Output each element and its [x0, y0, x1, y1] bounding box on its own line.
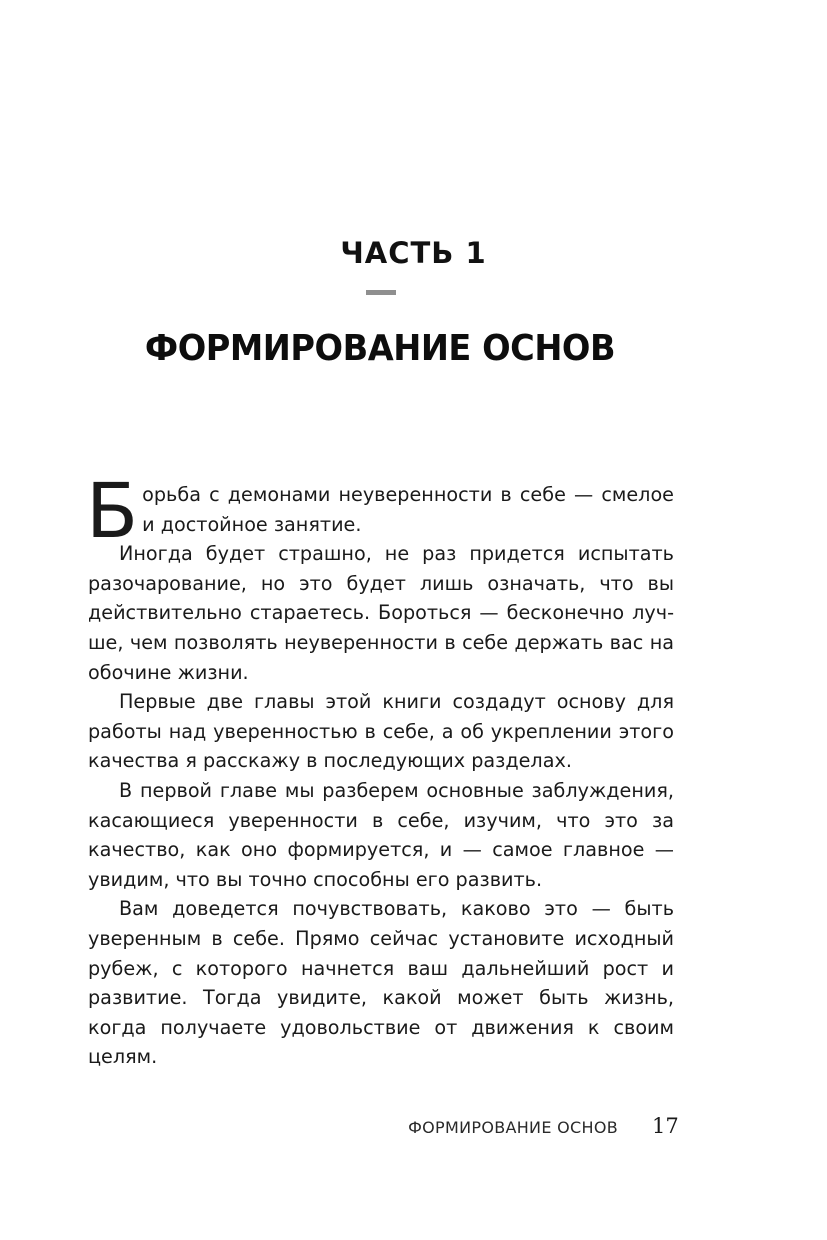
body-text	[86, 466, 674, 1072]
paragraph-2: Иногда будет страшно, не раз придется испытать разочарование, но это будет лишь означать, что вы действительно стараетесь. Бороться — бесконечно лучше, чем позволять неуверенности в себе держать вас на обочине жизни.	[88, 542, 674, 684]
paragraph-1-text: орьба с демонами неуверенности в себе — смелое и достойное занятие.	[142, 483, 674, 536]
part-title: ФОРМИРОВАНИЕ ОСНОВ	[144, 328, 616, 369]
running-footer-title: ФОРМИРОВАНИЕ ОСНОВ	[408, 1118, 618, 1137]
paragraph-3: Первые две главы этой книги создадут основу для работы над уверенностью в себе, а об укреплении этого качества я расскажу в последующих разделах.	[88, 690, 674, 773]
paragraph-5: Вам доведется почувствовать, каково это — быть уверенным в себе. Прямо сейчас установите исходный рубеж, с которого начнется ваш дальнейший рост и развитие. Тогда увидите, какой может быть жизнь, когда получаете удовольствие от движения к своим целям.	[88, 897, 674, 1069]
part-label: ЧАСТЬ 1	[340, 236, 487, 270]
part-divider	[366, 290, 396, 295]
paragraph-1	[86, 466, 674, 555]
paragraph-4: В первой главе мы разберем основные заблуждения, касающиеся уверенности в себе, изучим, что это за качество, как оно формируется, и — самое главное — увидим, что вы точно способны его развить.	[88, 778, 674, 891]
drop-cap: Б	[86, 466, 139, 555]
page-number: 17	[652, 1114, 679, 1138]
